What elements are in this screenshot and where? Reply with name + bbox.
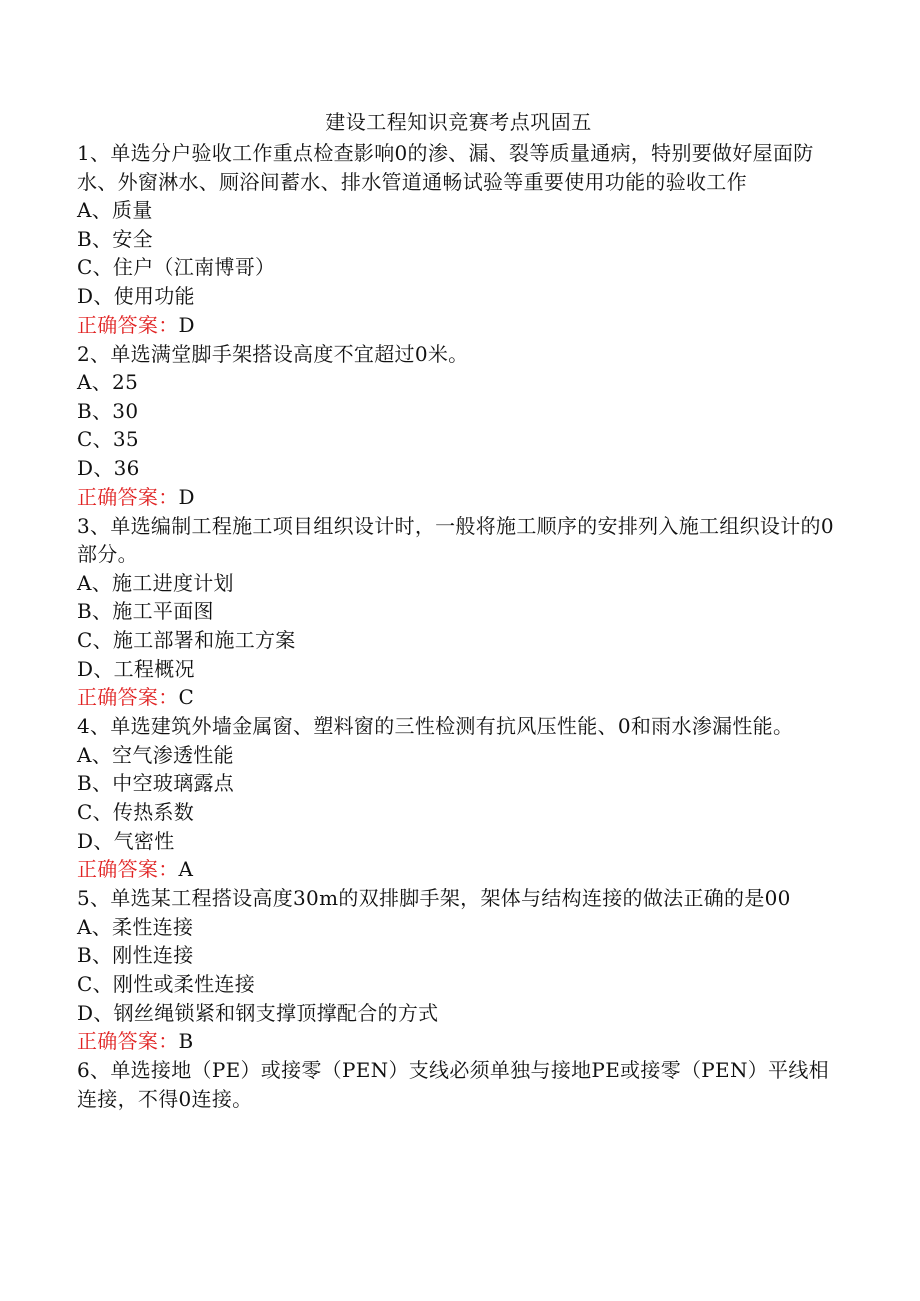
answer-value: D <box>178 312 195 337</box>
option-a: A、质量 <box>77 198 153 222</box>
correct-answer <box>77 311 840 340</box>
answer-label: 正确答案： <box>77 312 179 337</box>
option-c: C、刚性或柔性连接 <box>77 971 256 996</box>
correct-answer <box>77 855 840 884</box>
answer-label: 正确答案： <box>77 484 179 509</box>
option-c: C、住户（江南博哥） <box>77 255 276 280</box>
correct-answer <box>77 483 840 512</box>
correct-answer <box>77 1027 840 1056</box>
option-c: C、施工部署和施工方案 <box>77 627 296 652</box>
question-6 <box>77 1056 840 1113</box>
answer-value: C <box>178 685 195 710</box>
question-stem: 6、单选接地（PE）或接零（PEN）支线必须单独与接地PE或接零（PEN）平线相连接，不得0连接。 <box>77 1058 829 1111</box>
option-d: D、36 <box>77 456 140 481</box>
document-title: 建设工程知识竞赛考点巩固五 <box>325 110 592 134</box>
question-stem: 4、单选建筑外墙金属窗、塑料窗的三性检测有抗风压性能、0和雨水渗漏性能。 <box>77 714 794 739</box>
question-3 <box>77 512 840 713</box>
option-a: A、柔性连接 <box>77 914 194 939</box>
option-a: A、施工进度计划 <box>77 570 234 595</box>
option-c: C、传热系数 <box>77 799 195 824</box>
answer-value: A <box>178 857 194 882</box>
question-stem: 5、单选某工程搭设高度30m的双排脚手架，架体与结构连接的做法正确的是00 <box>77 886 791 911</box>
correct-answer <box>77 683 840 712</box>
option-c: C、35 <box>77 427 139 452</box>
option-a: A、25 <box>77 370 139 395</box>
option-d: D、工程概况 <box>77 656 195 681</box>
answer-value: B <box>178 1029 194 1054</box>
question-2 <box>77 340 840 512</box>
option-b: B、安全 <box>77 226 153 251</box>
option-d: D、钢丝绳锁紧和钢支撑顶撑配合的方式 <box>77 1000 439 1025</box>
option-b: B、中空玻璃露点 <box>77 771 235 796</box>
question-stem: 1、单选分户验收工作重点检查影响0的渗、漏、裂等质量通病，特别要做好屋面防水、外窗淋水、厕浴间蓄水、排水管道通畅试验等重要使用功能的验收工作 <box>77 141 814 194</box>
option-b: B、施工平面图 <box>77 599 214 624</box>
question-5 <box>77 884 840 1056</box>
question-stem: 3、单选编制工程施工项目组织设计时，一般将施工顺序的安排列入施工组织设计的0部分。 <box>77 513 834 567</box>
question-4 <box>77 712 840 884</box>
answer-value: D <box>178 484 195 509</box>
question-1 <box>77 139 840 340</box>
question-stem: 2、单选满堂脚手架搭设高度不宜超过0米。 <box>77 341 469 366</box>
answer-label: 正确答案： <box>77 685 179 710</box>
option-d: D、使用功能 <box>77 284 195 309</box>
option-b: B、30 <box>77 398 139 423</box>
answer-label: 正确答案： <box>77 857 179 882</box>
option-b: B、刚性连接 <box>77 943 194 968</box>
answer-label: 正确答案： <box>77 1029 179 1054</box>
option-a: A、空气渗透性能 <box>77 742 234 767</box>
option-d: D、气密性 <box>77 828 175 853</box>
